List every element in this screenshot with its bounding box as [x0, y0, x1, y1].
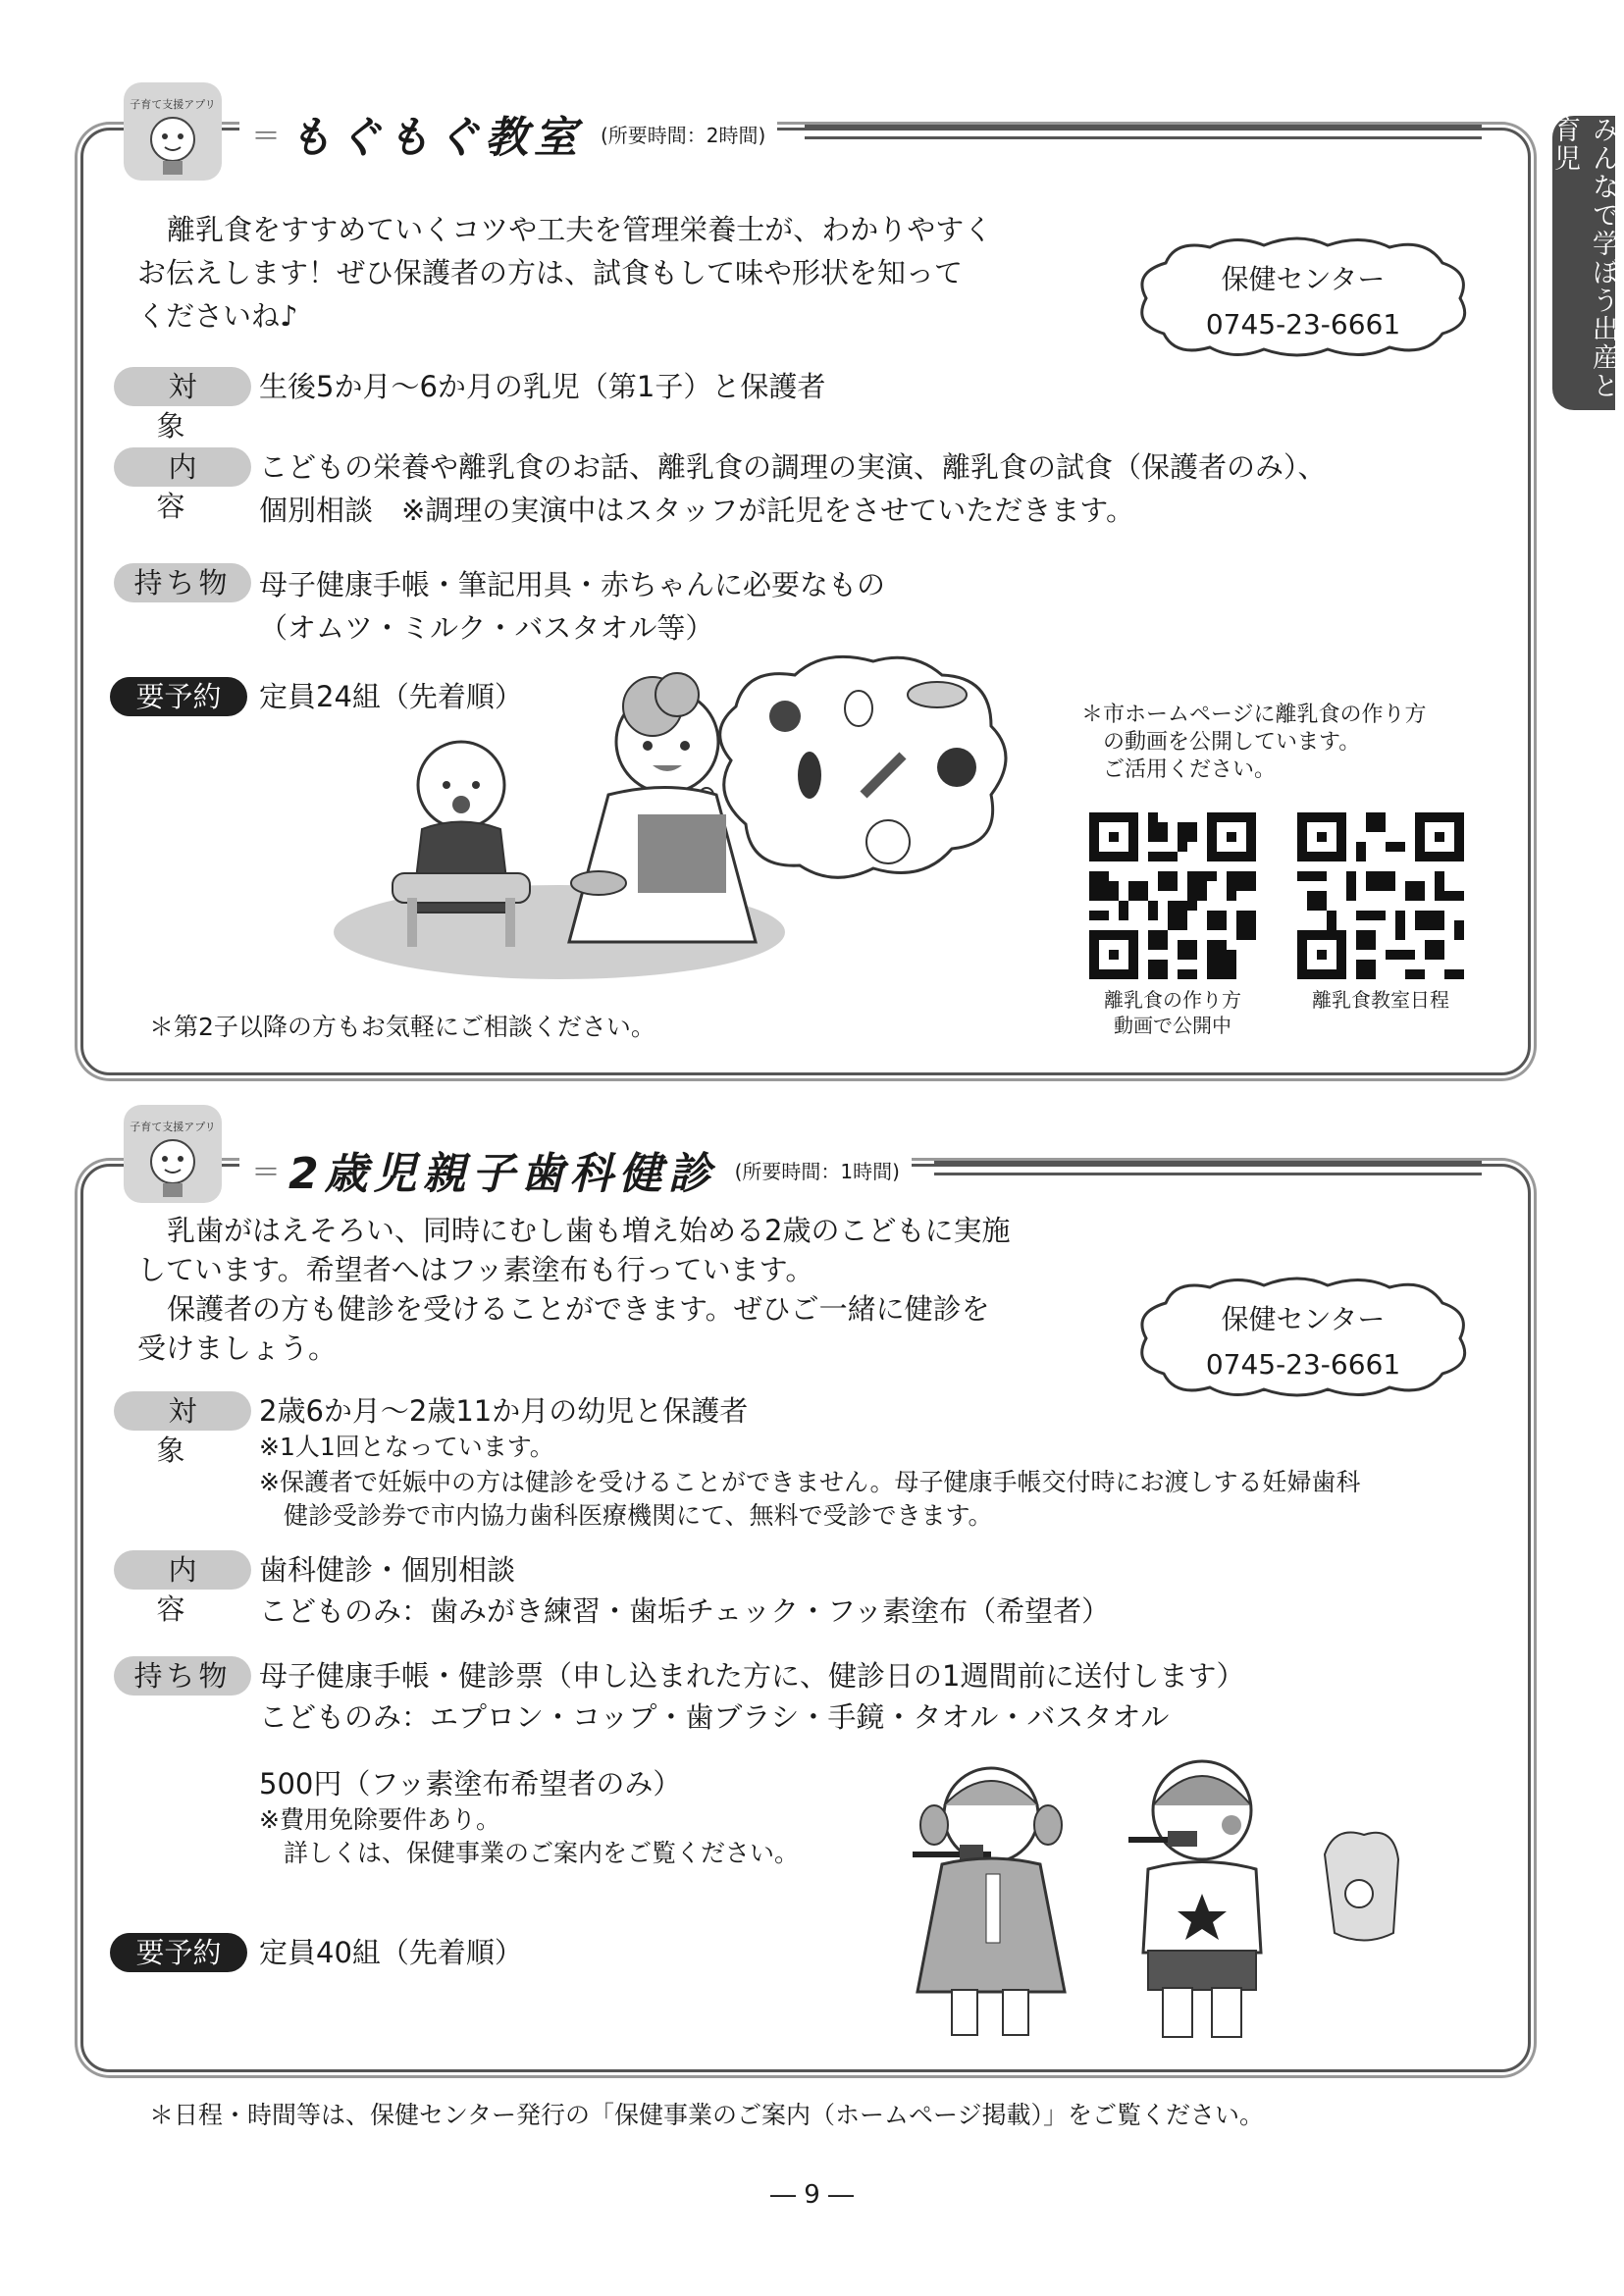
section1-reserve: 定員24組（先着順） [259, 680, 523, 713]
section2-title: 2歳児親子歯科健診 [288, 1149, 717, 1199]
section2-intro-4: 受けましょう。 [137, 1331, 338, 1365]
qr2-caption: 離乳食教室日程 [1312, 988, 1449, 1012]
section1-duration: (所要時間：2時間) [601, 123, 766, 147]
section2-target: 2歳6か月～2歳11か月の幼児と保護者 [259, 1394, 749, 1428]
section2-intro-3: 保護者の方も健診を受けることができます。ぜひご一緒に健診を [167, 1292, 990, 1326]
section1-content-1: こどもの栄養や離乳食のお話、離乳食の調理の実演、離乳食の試食（保護者のみ）、 [259, 450, 1327, 484]
page-number: ― 9 ― [769, 2180, 855, 2210]
section2-intro-2: しています。希望者へはフッ素塗布も行っています。 [137, 1253, 814, 1286]
section2-duration: (所要時間：1時間) [734, 1159, 900, 1183]
section1-title: もぐもぐ教室 [288, 113, 583, 163]
section2-target-note-3: 健診受診券で市内協力歯科医療機関にて、無料で受診できます。 [259, 1501, 993, 1530]
video-note-2: の動画を公開しています。 [1081, 730, 1361, 755]
qr-code-class-schedule[interactable] [1297, 812, 1464, 979]
content-label: 内 容 [114, 447, 251, 487]
side-tab: みんなで学ぼう出産と育児 [1552, 116, 1615, 410]
qr1-caption-2: 動画で公開中 [1114, 1014, 1231, 1037]
section2-fee-note-1: ※費用免除要件あり。 [259, 1805, 500, 1834]
section1-intro-2: お伝えします！ぜひ保護者の方は、試食もして味や形状を知って [137, 256, 964, 289]
section1-items-2: （オムツ・ミルク・バスタオル等） [259, 611, 714, 645]
qr-code-recipe-video[interactable] [1089, 812, 1256, 979]
section2-content-1: 歯科健診・個別相談 [259, 1553, 516, 1587]
contact-name: 保健センター [1221, 263, 1386, 295]
section2-content-2: こどものみ：歯みがき練習・歯垢チェック・フッ素塗布（希望者） [259, 1594, 1111, 1628]
section1-intro-1: 離乳食をすすめていくコツや工夫を管理栄養士が、わかりやすく [167, 213, 993, 246]
section1-intro-3: くださいね♪ [137, 299, 298, 333]
items-label: 持ち物 [114, 563, 251, 602]
qr1-caption-1: 離乳食の作り方 [1104, 988, 1241, 1012]
video-note-3: ご活用ください。 [1081, 757, 1277, 782]
title-rule [805, 125, 1482, 139]
target-label: 対 象 [114, 1391, 251, 1431]
section2-fee: 500円（フッ素塗布希望者のみ） [259, 1767, 682, 1800]
target-label: 対 象 [114, 367, 251, 406]
content-label: 内 容 [114, 1550, 251, 1590]
section2-target-note-2: ※保護者で妊娠中の方は健診を受けることができません。母子健康手帳交付時にお渡しする妊婦歯科 [259, 1468, 1361, 1496]
section2-items-1: 母子健康手帳・健診票（申し込まれた方に、健診日の1週間前に送付します） [259, 1659, 1245, 1693]
section1-content-2: 個別相談 ※調理の実演中はスタッフが託児をさせていただきます。 [259, 494, 1134, 527]
section2-reserve: 定員40組（先着順） [259, 1936, 523, 1969]
footer-note: ＊日程・時間等は、保健センター発行の「保健事業のご案内（ホームページ掲載）」をご覧ください。 [149, 2101, 1265, 2129]
contact-name: 保健センター [1221, 1303, 1386, 1335]
section2-intro-1: 乳歯がはえそろい、同時にむし歯も増え始める2歳のこどもに実施 [167, 1214, 1011, 1247]
section1-heading: ＝ もぐもぐ教室 (所要時間：2時間) [239, 102, 777, 165]
app-badge-logo: 子育て支援アプリ [124, 82, 222, 181]
section2-target-note-1: ※1人1回となっています。 [259, 1433, 554, 1461]
reserve-badge: 要予約 [110, 677, 247, 716]
section1-items-1: 母子健康手帳・筆記用具・赤ちゃんに必要なもの [259, 568, 886, 601]
section2-fee-note-2: 詳しくは、保健事業のご案内をご覧ください。 [259, 1839, 800, 1867]
section2-items-2: こどものみ：エプロン・コップ・歯ブラシ・手鏡・タオル・バスタオル [259, 1700, 1170, 1734]
app-badge-logo: 子育て支援アプリ [124, 1105, 222, 1203]
contact-phone: 0745-23-6661 [1205, 308, 1401, 340]
section1-footnote: ＊第2子以降の方もお気軽にご相談ください。 [149, 1013, 655, 1041]
section1-target: 生後5か月～6か月の乳児（第1子）と保護者 [259, 370, 826, 403]
video-note-1: ＊市ホームページに離乳食の作り方 [1081, 703, 1427, 727]
reserve-badge: 要予約 [110, 1933, 247, 1972]
title-rule [934, 1161, 1482, 1175]
items-label: 持ち物 [114, 1656, 251, 1696]
section2-heading: ＝ 2歳児親子歯科健診 (所要時間：1時間) [239, 1138, 912, 1201]
feeding-illustration [314, 648, 1060, 991]
contact-phone: 0745-23-6661 [1205, 1348, 1401, 1381]
kids-brushing-illustration [873, 1737, 1423, 2051]
